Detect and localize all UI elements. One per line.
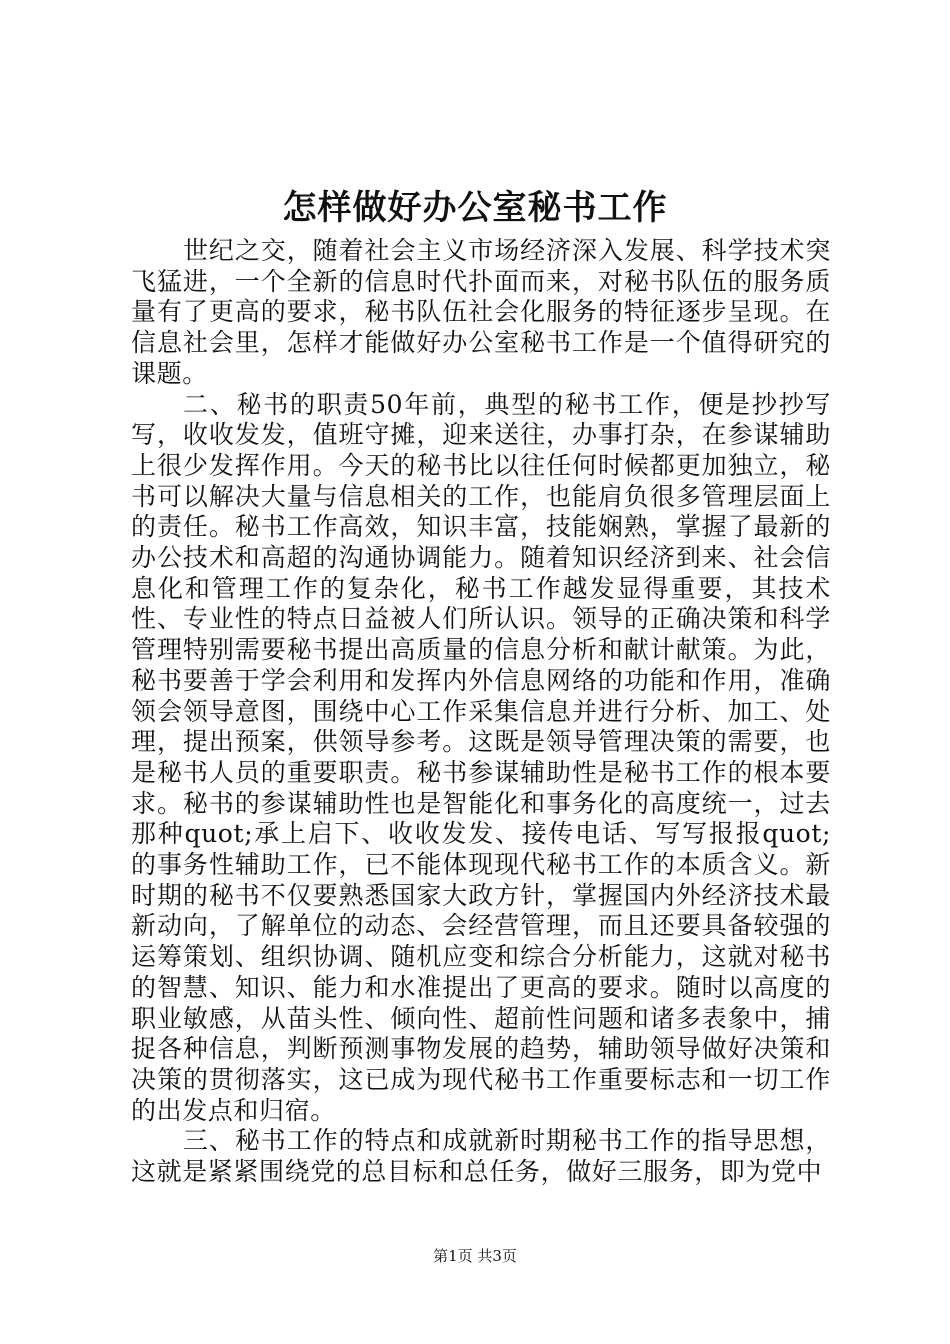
paragraph-section-3: 三、秘书工作的特点和成就新时期秘书工作的指导思想，这就是紧紧围绕党的总目标和总任务，做好三服务，即为党中 [131, 1126, 831, 1187]
paragraph-intro: 世纪之交，随着社会主义市场经济深入发展、科学技术突飞猛进，一个全新的信息时代扑面而来，对秘书队伍的服务质量有了更高的要求，秘书队伍社会化服务的特征逐步呈现。在信息社会里，怎样才能做好办公室秘书工作是一个值得研究的课题。 [131, 236, 831, 388]
document-title: 怎样做好办公室秘书工作 [282, 188, 668, 228]
document-body [131, 236, 831, 1188]
paragraph-section-2: 二、秘书的职责50年前，典型的秘书工作，便是抄抄写写，收收发发，值班守摊，迎来送往，办事打杂，在参谋辅助上很少发挥作用。今天的秘书比以往任何时候都更加独立，秘书可以解决大量与信息相关的工作，也能肩负很多管理层面上的责任。秘书工作高效，知识丰富，技能娴熟，掌握了最新的办公技术和高超的沟通协调能力。随着知识经济到来、社会信息化和管理工作的复杂化，秘书工作越发显得重要，其技术性、专业性的特点日益被人们所认识。领导的正确决策和科学管理特别需要秘书提出高质量的信息分析和献计献策。为此，秘书要善于学会利用和发挥内外信息网络的功能和作用，准确领会领导意图，围绕中心工作采集信息并进行分析、加工、处理，提出预案，供领导参考。这既是领导管理决策的需要，也是秘书人员的重要职责。秘书参谋辅助性是秘书工作的根本要求。秘书的参谋辅助性也是智能化和事务化的高度统一，过去那种quot;承上启下、收收发发、接传电话、写写报报quot;的事务性辅助工作，已不能体现现代秘书工作的本质含义。新时期的秘书不仅要熟悉国家大政方针，掌握国内外经济技术最新动向，了解单位的动态、会经营管理，而且还要具备较强的运筹策划、组织协调、随机应变和综合分析能力，这就对秘书的智慧、知识、能力和水准提出了更高的要求。随时以高度的职业敏感，从苗头性、倾向性、超前性问题和诸多表象中，捕捉各种信息，判断预测事物发展的趋势，辅助领导做好决策和决策的贯彻落实，这已成为现代秘书工作重要标志和一切工作的出发点和归宿。 [131, 389, 831, 1125]
page-footer: 第1页 共3页 [433, 1247, 517, 1265]
